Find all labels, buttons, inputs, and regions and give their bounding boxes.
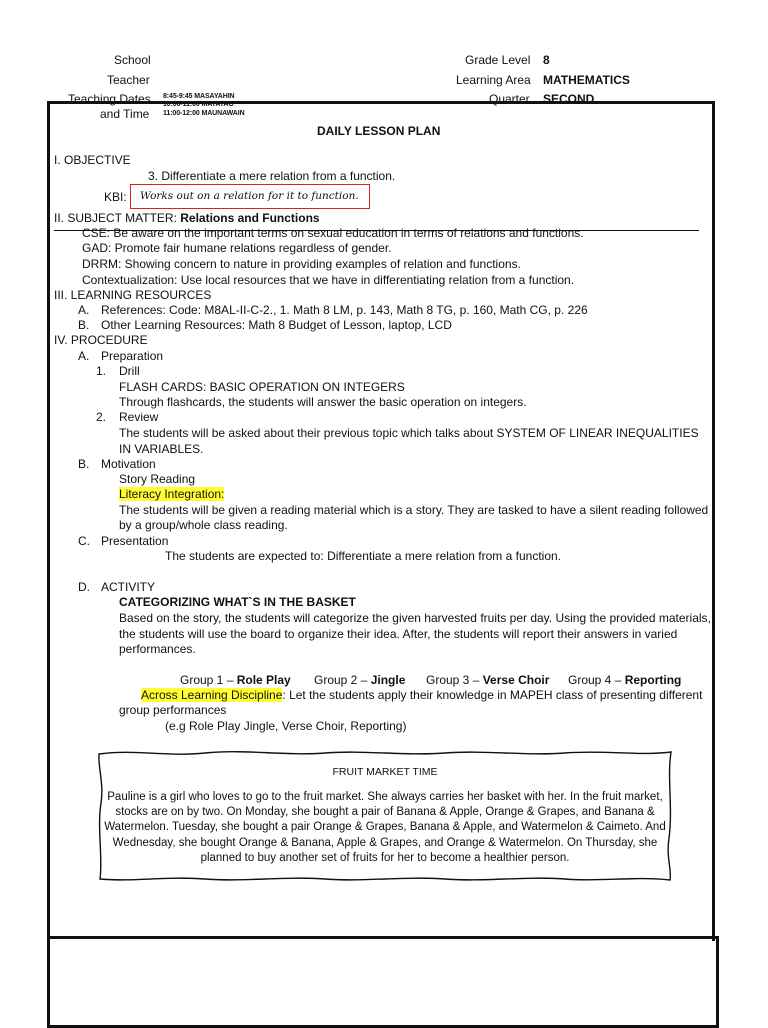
review-number: 2. — [96, 410, 107, 424]
presentation-letter: C. — [78, 534, 90, 548]
page-title: DAILY LESSON PLAN — [317, 124, 441, 138]
review-text-line-1: The students will be asked about their previous topic which talks about SYSTEM OF LINEAR INEQUALITIES — [119, 426, 699, 440]
strike-line — [54, 230, 699, 231]
subject-matter-heading: II. SUBJECT MATTER: — [54, 211, 177, 225]
school-label: School — [114, 53, 151, 67]
objective-item: 3. Differentiate a mere relation from a function. — [148, 169, 396, 183]
schedule-line-2: 10:00-11:00 MATATAG — [163, 101, 234, 108]
review-label: Review — [119, 410, 159, 424]
across-discipline-label: Across Learning Discipline — [141, 688, 283, 702]
story-reading-label: Story Reading — [119, 472, 196, 486]
story-title: FRUIT MARKET TIME — [332, 766, 438, 778]
group-4-label: Group 4 – — [568, 673, 625, 687]
group-2-label: Group 2 – — [314, 673, 371, 687]
group-1-name: Role Play — [236, 673, 291, 687]
group-1 — [180, 673, 291, 687]
group-3-label: Group 3 – — [426, 673, 483, 687]
activity-title: CATEGORIZING WHAT`S IN THE BASKET — [119, 595, 356, 609]
activity-text-line-1: Based on the story, the students will categorize the given harvested fruits per day. Using the provided materials, — [119, 611, 711, 625]
story-body: Pauline is a girl who loves to go to the fruit market. She always carries her basket with her. In the fruit market, stocks are on by two. On Monday, she bought a pair of Banana & Apple, Orange & Grapes, and Banana & Watermelon. Tuesday, she bought a pair Orange & Grapes, Banana & Apple, and Watermelon & Caimeto. And Wednesday, she bought Orange & Banana, Apple & Grapes, and Orange & Watermelon. On Thursday, she planned to buy another set of fruits for her to become a healthier person. — [104, 791, 666, 864]
drrm-text: DRRM: Showing concern to nature in providing examples of relation and functions. — [82, 257, 521, 271]
learning-area-value: MATHEMATICS — [543, 73, 630, 87]
group-3 — [426, 673, 549, 687]
procedure-heading: IV. PROCEDURE — [54, 333, 148, 347]
review-text-line-2: IN VARIABLES. — [119, 442, 204, 456]
quarter-value: SECOND — [543, 92, 595, 106]
cse-text: CSE: Be aware on the important terms on sexual education in terms of relations and functions. — [82, 226, 584, 240]
teaching-dates-label: Teaching Dates — [68, 92, 151, 106]
subject-matter-line — [54, 211, 320, 225]
performance-examples: (e.g Role Play Jingle, Verse Choir, Reporting) — [165, 719, 407, 733]
quarter-label: Quarter — [489, 92, 530, 106]
activity-text-line-3: performances. — [119, 642, 196, 656]
resources-b-letter: B. — [78, 318, 90, 332]
kbi-box — [130, 184, 370, 209]
teacher-label: Teacher — [107, 73, 150, 87]
drill-number: 1. — [96, 364, 107, 378]
resources-other: Other Learning Resources: Math 8 Budget of Lesson, laptop, LCD — [101, 318, 452, 332]
group-1-label: Group 1 – — [180, 673, 237, 687]
resources-a-letter: A. — [78, 303, 90, 317]
motivation-text-line-1: The students will be given a reading material which is a story. They are tasked to have a silent reading followed — [119, 503, 709, 517]
group-4-name: Reporting — [624, 673, 682, 687]
presentation-text: The students are expected to: Differentiate a mere relation from a function. — [165, 549, 561, 563]
preparation-letter: A. — [78, 349, 90, 363]
drill-text: Through flashcards, the students will answer the basic operation on integers. — [119, 395, 527, 409]
schedule-line-1: 8:45-9:45 MASAYAHIN — [163, 93, 235, 100]
preparation-label: Preparation — [101, 349, 164, 363]
grade-level-label: Grade Level — [465, 53, 531, 67]
next-section-border — [47, 936, 719, 1028]
motivation-letter: B. — [78, 457, 90, 471]
and-time-label: and Time — [100, 107, 150, 121]
across-discipline-text-line-2: group performances — [119, 703, 227, 717]
learning-area-label: Learning Area — [456, 73, 531, 87]
across-discipline-text: : Let the students apply their knowledge in MAPEH class of presenting different — [282, 688, 703, 702]
drill-title: FLASH CARDS: BASIC OPERATION ON INTEGERS — [119, 380, 405, 394]
motivation-text-line-2: by a group/whole class reading. — [119, 518, 288, 532]
subject-matter-topic: Relations and Functions — [180, 211, 320, 225]
across-discipline-line — [141, 688, 702, 702]
presentation-label: Presentation — [101, 534, 169, 548]
gad-text: GAD: Promote fair humane relations regardless of gender. — [82, 241, 392, 255]
motivation-label: Motivation — [101, 457, 156, 471]
resources-references: References: Code: M8AL-II-C-2., 1. Math 8 LM, p. 143, Math 8 TG, p. 160, Math CG, p. 226 — [101, 303, 588, 317]
grade-level-value: 8 — [543, 53, 550, 67]
drill-label: Drill — [119, 364, 140, 378]
activity-letter: D. — [78, 580, 90, 594]
group-2 — [314, 673, 405, 687]
kbi-text: Works out on a relation for it to function. — [140, 190, 359, 202]
activity-text-line-2: the students will use the board to organize their idea. After, the students will report their answers in varied — [119, 627, 678, 641]
group-3-name: Verse Choir — [482, 673, 550, 687]
schedule-line-3: 11:00-12:00 MAUNAWAIN — [163, 110, 245, 117]
contextualization-text: Contextualization: Use local resources that we have in differentiating relation from a function. — [82, 273, 575, 287]
group-2-name: Jingle — [370, 673, 406, 687]
group-4 — [568, 673, 681, 687]
kbi-label: KBI: — [104, 190, 127, 204]
objective-heading: I. OBJECTIVE — [54, 153, 131, 167]
literacy-integration-label: Literacy Integration: — [119, 487, 225, 501]
resources-heading: III. LEARNING RESOURCES — [54, 288, 212, 302]
activity-label: ACTIVITY — [101, 580, 156, 594]
